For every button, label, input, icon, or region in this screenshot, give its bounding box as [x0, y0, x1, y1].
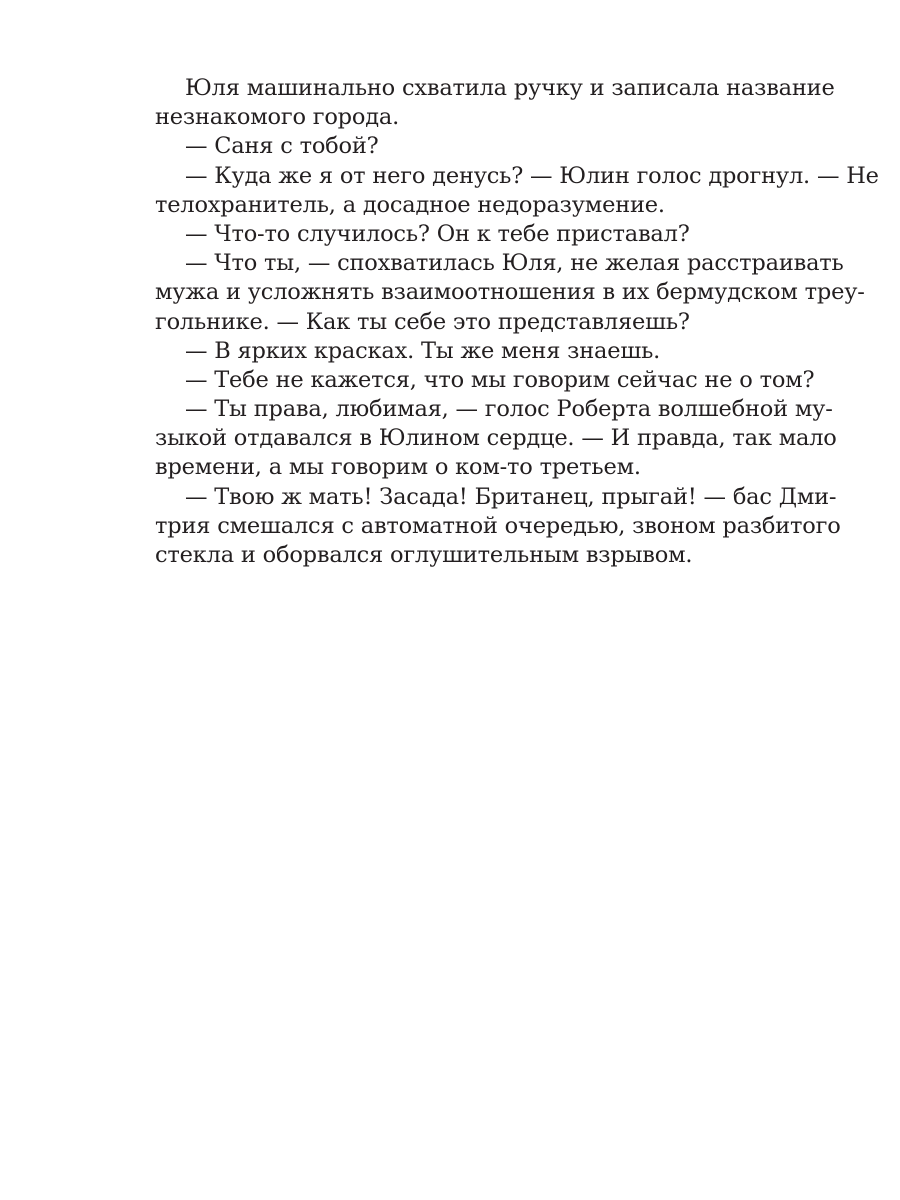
- text-line-5: телохранитель, а досадное недоразумение.: [155, 191, 665, 218]
- text-line-14: времени, а мы говорим о ком-то третьем.: [155, 454, 641, 481]
- text-line-8: мужа и усложнять взаимоотношения в их бермудском треу-: [155, 279, 865, 306]
- text-line-6: — Что-то случилось? Он к тебе приставал?: [185, 220, 690, 247]
- text-line-17: стекла и оборвался оглушительным взрывом.: [155, 542, 693, 568]
- text-line-16: трия смешался с автоматной очередью, звоном разбитого: [155, 512, 841, 539]
- text-line-10: — В ярких красках. Ты же меня знаешь.: [185, 337, 661, 364]
- text-line-12: — Ты права, любимая, — голос Роберта волшебной му-: [185, 396, 833, 423]
- text-line-15: — Твою ж мать! Засада! Британец, прыгай! — бас Дми-: [185, 483, 837, 510]
- text-line-13: зыкой отдавался в Юлином сердце. — И правда, так мало: [155, 425, 837, 452]
- text-line-7: — Что ты, — спохватилась Юля, не желая расстраивать: [185, 250, 844, 277]
- text-line-4: — Куда же я от него денусь? — Юлин голос дрогнул. — Не: [185, 162, 879, 189]
- text-line-1: Юля машинально схватила ручку и записала название: [185, 75, 835, 101]
- text-line-11: — Тебе не кажется, что мы говорим сейчас не о том?: [185, 366, 815, 393]
- text-line-3: — Саня с тобой?: [185, 133, 379, 160]
- text-line-2: незнакомого города.: [155, 104, 400, 131]
- text-line-9: гольнике. — Как ты себе это представляешь?: [155, 308, 690, 335]
- body-text: [155, 74, 879, 570]
